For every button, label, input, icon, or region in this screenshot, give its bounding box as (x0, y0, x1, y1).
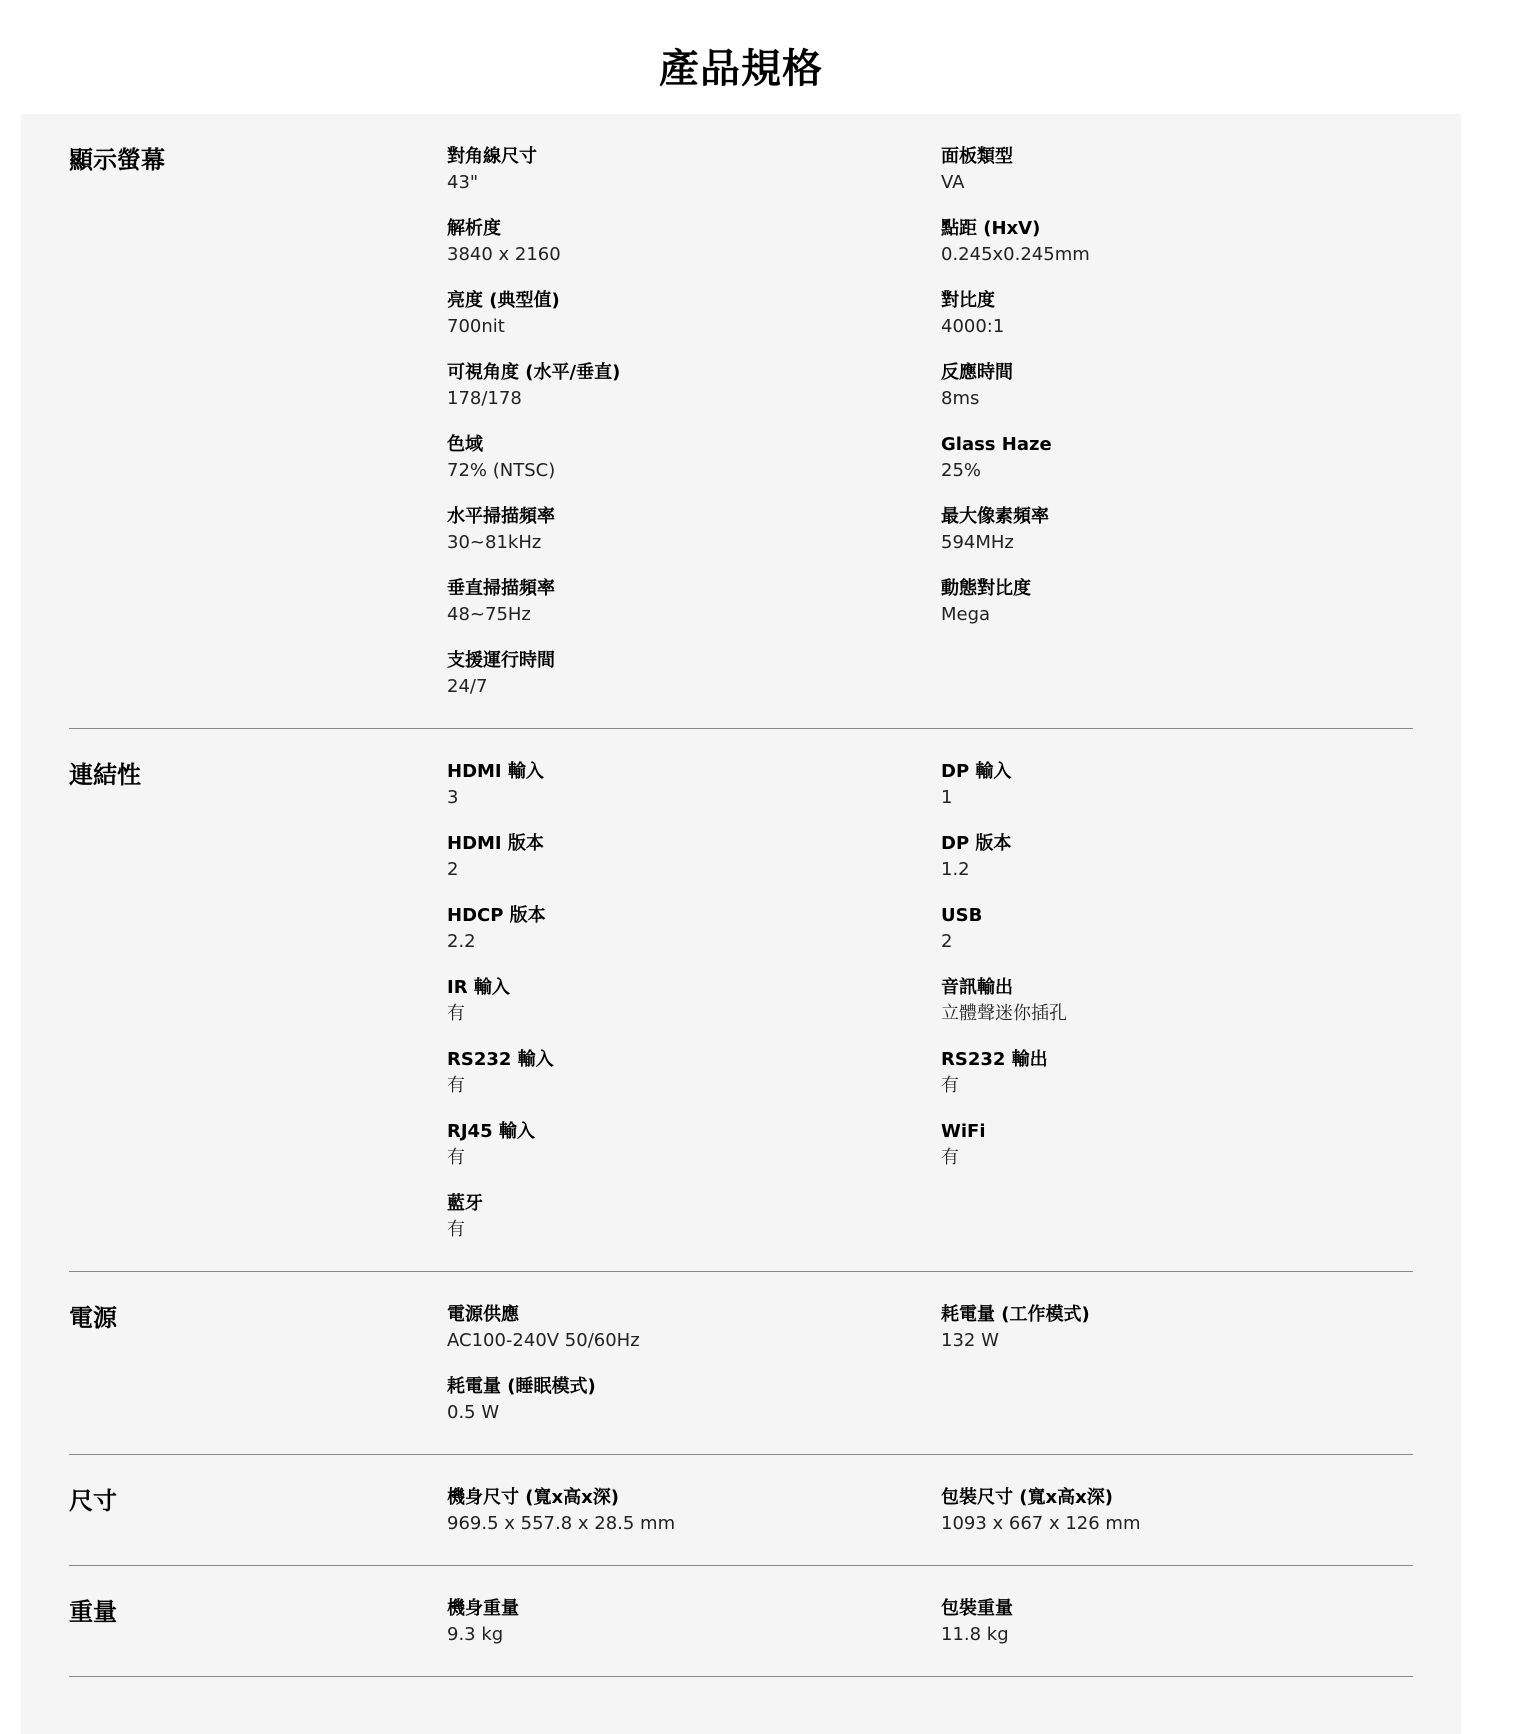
page-title: 產品規格 (659, 45, 823, 92)
spec-value: Mega (941, 604, 991, 625)
spec-value: 72% (NTSC) (447, 460, 556, 481)
spec-item (941, 831, 1435, 883)
spec-section (69, 1272, 1413, 1455)
spec-value: AC100-240V 50/60Hz (447, 1330, 640, 1351)
spec-section (69, 1455, 1413, 1566)
spec-item (941, 216, 1435, 268)
spec-value: 25% (941, 460, 982, 481)
spec-item (941, 360, 1435, 412)
spec-label: 反應時間 (941, 362, 1013, 383)
spec-value: 969.5 x 557.8 x 28.5 mm (447, 1513, 676, 1534)
spec-grid (447, 144, 1413, 700)
spec-item (447, 216, 941, 268)
spec-item (447, 360, 941, 412)
spec-value: 3840 x 2160 (447, 244, 561, 265)
spec-section (69, 1566, 1413, 1677)
spec-item (447, 648, 941, 700)
spec-grid (447, 759, 1413, 1243)
spec-item (447, 903, 941, 955)
spec-value: 24/7 (447, 676, 488, 697)
section-title: 連結性 (69, 761, 141, 789)
spec-label: 耗電量 (工作模式) (941, 1304, 1090, 1325)
spec-label: DP 輸入 (941, 761, 1012, 782)
spec-label: 音訊輸出 (941, 977, 1013, 998)
spec-item (447, 1485, 941, 1537)
spec-label: 亮度 (典型值) (447, 290, 560, 311)
spec-label: USB (941, 905, 983, 926)
spec-label: RJ45 輸入 (447, 1121, 535, 1142)
spec-item (447, 1119, 941, 1171)
spec-item (941, 504, 1435, 556)
spec-label: 機身尺寸 (寬x高x深) (447, 1487, 619, 1508)
spec-item (941, 1047, 1435, 1099)
spec-item (941, 975, 1435, 1027)
spec-label: 支援運行時間 (447, 650, 555, 671)
spec-value: 2 (447, 859, 459, 880)
spec-item (447, 1302, 941, 1354)
spec-item (447, 1191, 941, 1243)
spec-item (941, 1485, 1435, 1537)
spec-value: 3 (447, 787, 459, 808)
spec-label: 面板類型 (941, 146, 1013, 167)
spec-value: 有 (447, 1147, 465, 1168)
spec-value: 1 (941, 787, 953, 808)
spec-label: HDMI 輸入 (447, 761, 544, 782)
spec-value: 2.2 (447, 931, 476, 952)
spec-label: 機身重量 (447, 1598, 519, 1619)
spec-label: WiFi (941, 1121, 986, 1142)
spec-label: 包裝尺寸 (寬x高x深) (941, 1487, 1113, 1508)
spec-value: 30~81kHz (447, 532, 542, 553)
spec-value: 有 (941, 1075, 959, 1096)
spec-value: 48~75Hz (447, 604, 531, 625)
spec-section (69, 114, 1413, 729)
spec-item (941, 1596, 1435, 1648)
spec-value: 8ms (941, 388, 980, 409)
spec-value: 0.245x0.245mm (941, 244, 1090, 265)
section-title: 顯示螢幕 (69, 146, 165, 174)
spec-label: DP 版本 (941, 833, 1012, 854)
spec-value: 594MHz (941, 532, 1014, 553)
spec-label: 垂直掃描頻率 (447, 578, 555, 599)
spec-item (941, 759, 1435, 811)
spec-item (447, 432, 941, 484)
spec-label: 水平掃描頻率 (447, 506, 555, 527)
spec-label: 包裝重量 (941, 1598, 1013, 1619)
spec-item (447, 1596, 941, 1648)
spec-label: HDMI 版本 (447, 833, 544, 854)
spec-item (941, 576, 1435, 628)
spec-panel (21, 114, 1461, 1734)
spec-label: 動態對比度 (941, 578, 1031, 599)
section-title: 電源 (69, 1304, 117, 1332)
spec-value: 有 (447, 1003, 465, 1024)
spec-item (447, 975, 941, 1027)
spec-item (447, 831, 941, 883)
spec-item (447, 288, 941, 340)
spec-value: 有 (447, 1219, 465, 1240)
spec-value: 132 W (941, 1330, 999, 1351)
spec-value: 1.2 (941, 859, 970, 880)
spec-grid (447, 1596, 1413, 1648)
spec-label: 耗電量 (睡眠模式) (447, 1376, 596, 1397)
spec-value: 0.5 W (447, 1402, 500, 1423)
spec-item (447, 144, 941, 196)
spec-item (941, 432, 1435, 484)
spec-item (447, 504, 941, 556)
section-title: 尺寸 (69, 1487, 117, 1515)
spec-label: 解析度 (447, 218, 501, 239)
spec-label: RS232 輸入 (447, 1049, 554, 1070)
spec-item (941, 1119, 1435, 1171)
spec-label: 可視角度 (水平/垂直) (447, 362, 621, 383)
spec-label: 對比度 (941, 290, 995, 311)
spec-label: Glass Haze (941, 434, 1052, 455)
spec-label: 對角線尺寸 (447, 146, 537, 167)
spec-value: 有 (447, 1075, 465, 1096)
spec-grid (447, 1302, 1413, 1426)
spec-value: VA (941, 172, 965, 193)
spec-label: 點距 (HxV) (941, 218, 1041, 239)
spec-value: 4000:1 (941, 316, 1005, 337)
spec-item (447, 759, 941, 811)
spec-item (447, 1374, 941, 1426)
spec-label: RS232 輸出 (941, 1049, 1048, 1070)
spec-value: 11.8 kg (941, 1624, 1009, 1645)
spec-label: 電源供應 (447, 1304, 519, 1325)
spec-item (941, 288, 1435, 340)
spec-label: 色域 (447, 434, 483, 455)
spec-value: 1093 x 667 x 126 mm (941, 1513, 1141, 1534)
section-title: 重量 (69, 1598, 117, 1626)
spec-section (69, 729, 1413, 1272)
spec-value: 178/178 (447, 388, 522, 409)
spec-item (941, 1302, 1435, 1354)
spec-item (941, 903, 1435, 955)
spec-item (447, 576, 941, 628)
spec-label: HDCP 版本 (447, 905, 546, 926)
spec-sections (21, 114, 1461, 1677)
spec-value: 有 (941, 1147, 959, 1168)
spec-label: IR 輸入 (447, 977, 510, 998)
spec-value: 2 (941, 931, 953, 952)
spec-item (941, 144, 1435, 196)
spec-value: 700nit (447, 316, 505, 337)
spec-value: 立體聲迷你插孔 (941, 1003, 1067, 1024)
spec-value: 43" (447, 172, 479, 193)
spec-label: 藍牙 (447, 1193, 483, 1214)
spec-label: 最大像素頻率 (941, 506, 1049, 527)
spec-value: 9.3 kg (447, 1624, 504, 1645)
spec-grid (447, 1485, 1413, 1537)
spec-item (447, 1047, 941, 1099)
